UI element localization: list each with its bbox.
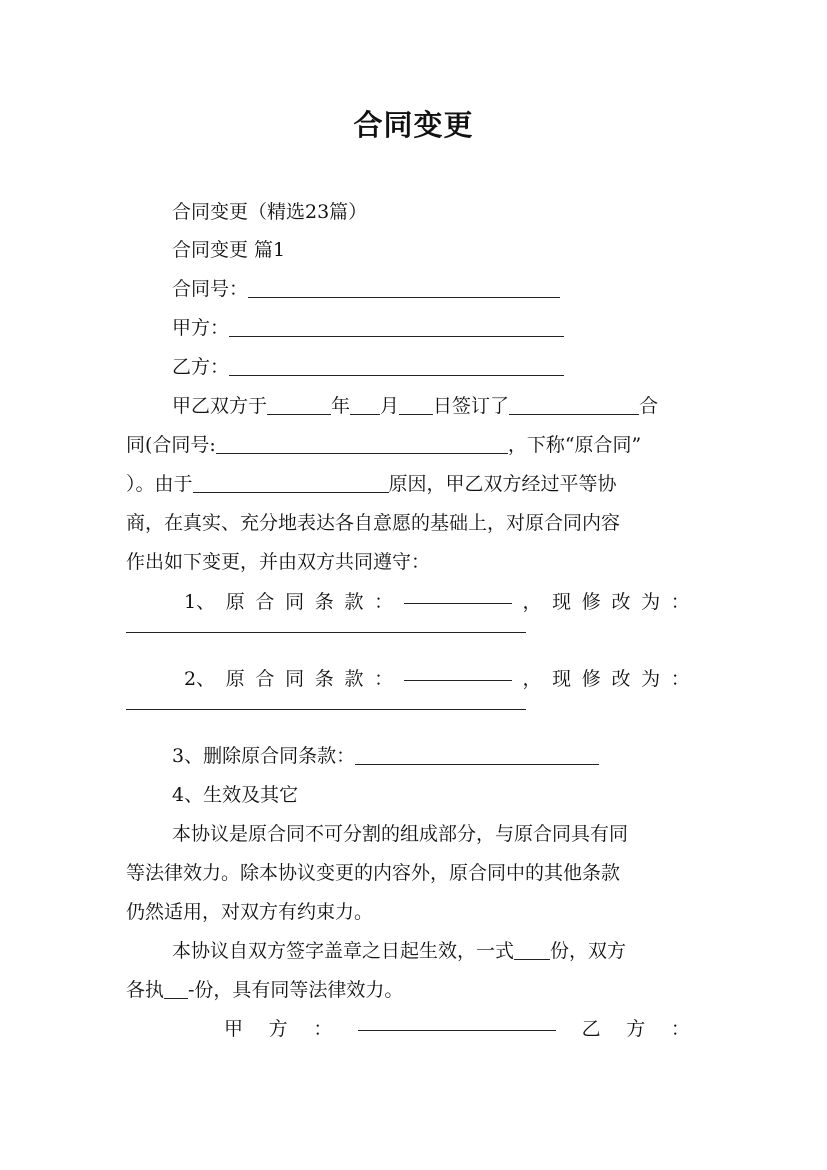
para-2-line-2: [126, 971, 702, 1009]
year-blank: [267, 394, 331, 415]
contract-no-label: 合同号：: [172, 278, 249, 300]
clause-char: ，: [522, 591, 542, 613]
intro-text: ）。由于: [126, 473, 193, 495]
party-a-signature-blank: [358, 1010, 556, 1031]
sign-char: 甲: [224, 1018, 244, 1040]
document-title: 合同变更: [353, 108, 474, 142]
clause-char: 款: [344, 591, 364, 613]
clause-char: 合: [255, 668, 275, 690]
intro-line-1: [126, 387, 748, 425]
sign-char: 方: [626, 1018, 646, 1040]
copies-blank: [514, 939, 550, 960]
intro-text: 同(合同号:: [126, 434, 216, 456]
month-label: 月: [380, 395, 400, 417]
signature-line: [126, 1010, 702, 1048]
clause-char: 修: [581, 668, 601, 690]
clause-char: ：: [670, 591, 690, 613]
clause-char: 改: [611, 591, 631, 613]
sign-char: ：: [313, 1018, 333, 1040]
each-holds-blank: [164, 978, 188, 999]
intro-text: 原因，甲乙双方经过平等协: [388, 473, 617, 495]
party-b-blank: [229, 355, 564, 376]
sign-char: 乙: [581, 1018, 601, 1040]
intro-text: ，下称“原合同”: [507, 434, 642, 456]
sign-char: 方: [268, 1018, 288, 1040]
clause-2-new-blank: [126, 689, 526, 710]
clause-char: 合: [255, 591, 275, 613]
clause-1-original-blank: [404, 583, 512, 604]
section-heading: 合同变更 篇1: [172, 239, 286, 261]
clause-2-number: 2、: [184, 668, 216, 690]
para-2-text: 份，双方: [550, 940, 627, 962]
year-label: 年: [331, 395, 351, 417]
clause-char: 条: [314, 591, 334, 613]
clause-char: 同: [285, 591, 305, 613]
original-contract-no-blank: [216, 433, 508, 454]
clause-char: 改: [611, 668, 631, 690]
clause-3-blank: [355, 744, 599, 765]
clause-1-new-blank: [126, 612, 526, 633]
clause-char: 款: [344, 668, 364, 690]
day-label: 日签订了: [433, 395, 510, 417]
contract-no-line: [126, 270, 748, 308]
intro-text: 合: [639, 395, 659, 417]
clause-4-heading: 4、生效及其它: [172, 784, 299, 806]
para-2-text: -份，具有同等法律效力。: [188, 979, 404, 1001]
para-1-line-3: 仍然适用，对双方有约束力。: [126, 901, 374, 923]
month-blank: [350, 394, 380, 415]
clause-char: 为: [641, 668, 661, 690]
clause-1-new-blank-line: [126, 612, 702, 633]
clause-char: 原: [225, 668, 245, 690]
party-a-line: [126, 309, 748, 347]
para-2-text: 本协议自双方签字盖章之日起生效，一式: [172, 940, 515, 962]
day-blank: [399, 394, 433, 415]
clause-3-line: [126, 737, 748, 775]
clause-char: 原: [225, 591, 245, 613]
intro-line-4: 商，在真实、充分地表达各自意愿的基础上，对原合同内容: [126, 512, 621, 534]
clause-1-number: 1、: [184, 591, 216, 613]
reason-blank: [193, 472, 389, 493]
clause-char: 现: [552, 591, 572, 613]
clause-char: 为: [641, 591, 661, 613]
para-2-line-1: [126, 932, 748, 970]
party-a-blank: [229, 316, 564, 337]
contract-no-blank: [248, 277, 560, 298]
clause-2-new-blank-line: [126, 689, 702, 710]
clause-char: ：: [670, 668, 690, 690]
sign-char: ：: [670, 1018, 690, 1040]
contract-name-blank: [509, 394, 639, 415]
party-b-line: [126, 348, 748, 386]
clause-char: 修: [581, 591, 601, 613]
intro-line-5: 作出如下变更，并由双方共同遵守：: [126, 551, 431, 573]
clause-char: 现: [552, 668, 572, 690]
clause-3-text: 3、删除原合同条款：: [172, 745, 356, 767]
clause-char: ：: [374, 668, 394, 690]
intro-line-3: [126, 465, 702, 503]
intro-line-2: [126, 426, 702, 464]
document-subtitle: 合同变更（精选23篇）: [172, 201, 368, 223]
para-1-line-2: 等法律效力。除本协议变更的内容外，原合同中的其他条款: [126, 862, 621, 884]
party-b-label: 乙方：: [172, 356, 230, 378]
para-1-line-1: 本协议是原合同不可分割的组成部分，与原合同具有同: [172, 823, 629, 845]
para-2-text: 各执: [126, 979, 165, 1001]
clause-2-original-blank: [404, 660, 512, 681]
clause-char: ：: [374, 591, 394, 613]
clause-char: 同: [285, 668, 305, 690]
party-a-label: 甲方：: [172, 317, 230, 339]
intro-text: 甲乙双方于: [172, 395, 268, 417]
clause-char: ，: [522, 668, 542, 690]
clause-char: 条: [314, 668, 334, 690]
